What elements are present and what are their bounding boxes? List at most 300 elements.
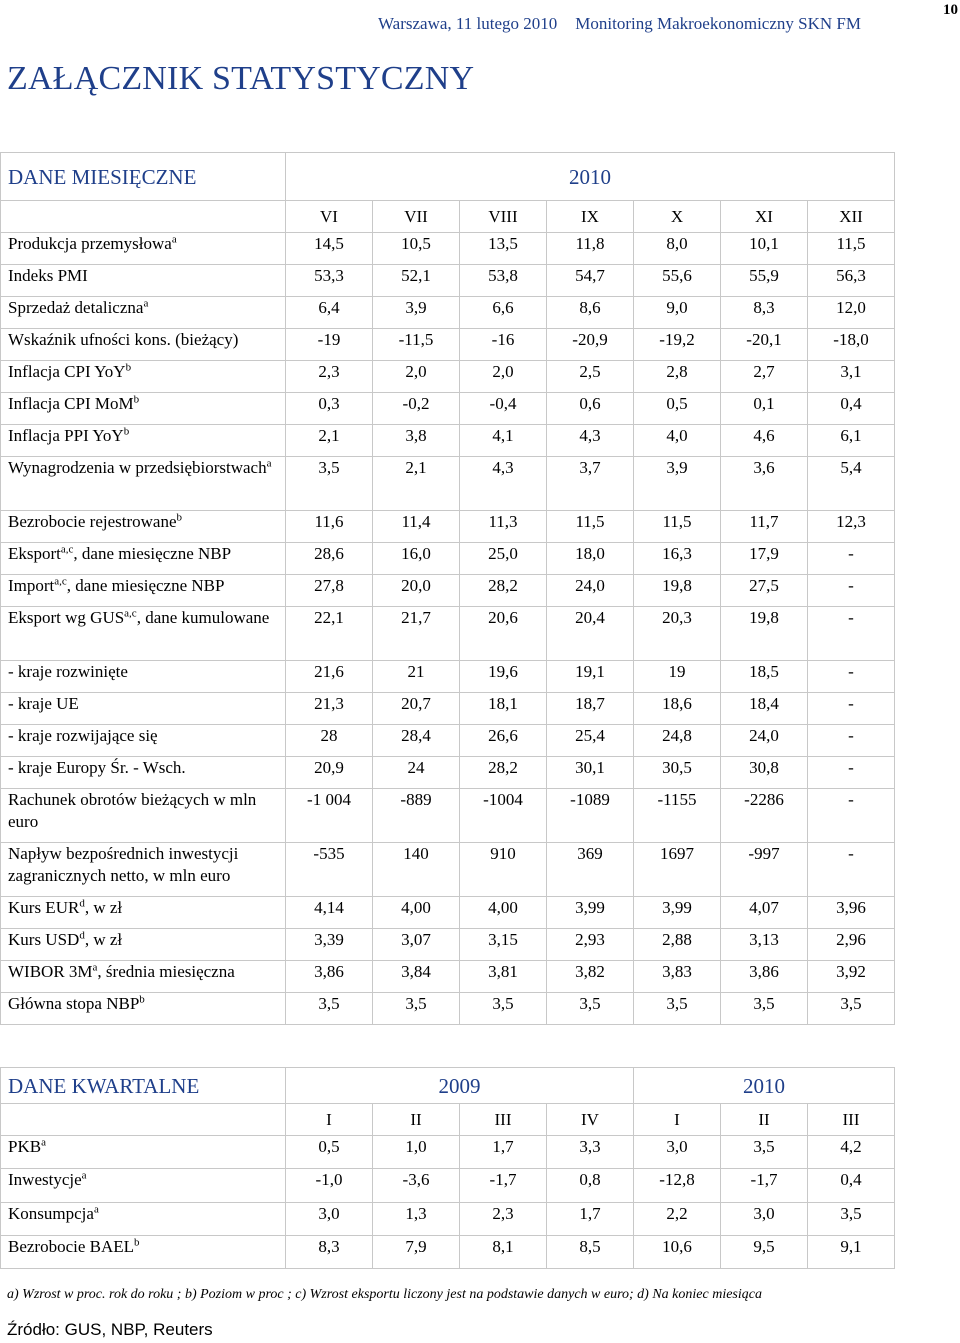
table-cell: 18,5 <box>721 661 808 693</box>
table-cell: 22,1 <box>286 607 373 661</box>
row-label <box>1 233 286 265</box>
table-cell: -1155 <box>634 789 721 843</box>
row-label <box>1 1169 286 1203</box>
table-cell: 3,7 <box>547 457 634 511</box>
table-cell: 4,2 <box>808 1136 895 1169</box>
footnote-marker: d <box>79 897 85 910</box>
month-label: IX <box>547 201 634 233</box>
row-label-text: Inflacja PPI YoY <box>8 426 124 445</box>
table-cell: 3,39 <box>286 929 373 961</box>
table-cell: 4,07 <box>721 897 808 929</box>
row-label-text: Inflacja CPI MoM <box>8 394 134 413</box>
table-cell: 25,0 <box>460 543 547 575</box>
table-cell: 8,5 <box>547 1236 634 1269</box>
row-label <box>1 329 286 361</box>
quarter-label: III <box>460 1104 547 1136</box>
table-row <box>1 661 895 693</box>
month-labels-row <box>1 201 895 233</box>
table-cell: 20,3 <box>634 607 721 661</box>
table-cell: 12,0 <box>808 297 895 329</box>
row-label <box>1 897 286 929</box>
table-row <box>1 457 895 511</box>
table-cell: - <box>808 757 895 789</box>
footnote-marker: d <box>79 929 85 942</box>
table-cell: 21 <box>373 661 460 693</box>
table-cell: 21,7 <box>373 607 460 661</box>
table-cell: 20,6 <box>460 607 547 661</box>
table-cell: 21,6 <box>286 661 373 693</box>
row-label <box>1 1236 286 1269</box>
table-row <box>1 233 895 265</box>
table-cell: 8,0 <box>634 233 721 265</box>
table-cell: -2286 <box>721 789 808 843</box>
table-cell: 20,4 <box>547 607 634 661</box>
table-cell: 28,2 <box>460 575 547 607</box>
footnote-marker: a <box>81 1169 87 1182</box>
table-cell: -0,4 <box>460 393 547 425</box>
page-title: ZAŁĄCZNIK STATYSTYCZNY <box>7 60 475 97</box>
row-label-suffix: , dane kumulowane <box>136 608 270 627</box>
table-cell: - <box>808 789 895 843</box>
table-cell: 3,86 <box>286 961 373 993</box>
table-cell: 10,1 <box>721 233 808 265</box>
footnote-marker: a <box>92 961 98 974</box>
table-row <box>1 393 895 425</box>
table-cell: 26,6 <box>460 725 547 757</box>
table-cell: 28,2 <box>460 757 547 789</box>
row-label-text: Sprzedaż detaliczna <box>8 298 144 317</box>
table-cell: 1,7 <box>460 1136 547 1169</box>
table-cell: -1,7 <box>460 1169 547 1203</box>
table-cell: 3,1 <box>808 361 895 393</box>
table-cell: 2,3 <box>286 361 373 393</box>
table-cell: 11,5 <box>634 511 721 543</box>
table-row <box>1 1203 895 1236</box>
month-labels-blank <box>1 201 286 233</box>
table-cell: 19,1 <box>547 661 634 693</box>
table-cell: 3,6 <box>721 457 808 511</box>
table-cell: 3,0 <box>634 1136 721 1169</box>
table-cell: -11,5 <box>373 329 460 361</box>
quarterly-year-2010: 2010 <box>634 1068 895 1104</box>
table-cell: -535 <box>286 843 373 897</box>
table-cell: 16,0 <box>373 543 460 575</box>
table-cell: 2,3 <box>460 1203 547 1236</box>
table-row <box>1 607 895 661</box>
table-cell: 2,5 <box>547 361 634 393</box>
table-cell: 4,0 <box>634 425 721 457</box>
table-cell: 28 <box>286 725 373 757</box>
table-cell: -1,0 <box>286 1169 373 1203</box>
table-cell: 3,8 <box>373 425 460 457</box>
table-cell: 19,8 <box>634 575 721 607</box>
row-label <box>1 361 286 393</box>
table-cell: 19,8 <box>721 607 808 661</box>
table-cell: 3,0 <box>721 1203 808 1236</box>
table-row <box>1 993 895 1025</box>
footnote-marker: b <box>133 393 140 406</box>
table-cell: 2,93 <box>547 929 634 961</box>
table-cell: 6,6 <box>460 297 547 329</box>
table-cell: 56,3 <box>808 265 895 297</box>
row-label-text: Wynagrodzenia w przedsiębiorstwach <box>8 458 267 477</box>
row-label-text: WIBOR 3M <box>8 962 93 981</box>
table-cell: 3,0 <box>286 1203 373 1236</box>
row-label-text: Eksport <box>8 544 61 563</box>
table-cell: - <box>808 575 895 607</box>
row-label-text: - kraje UE <box>8 694 79 713</box>
row-label-text: Rachunek obrotów bieżących w mln euro <box>8 790 257 831</box>
quarter-label: II <box>373 1104 460 1136</box>
table-cell: - <box>808 693 895 725</box>
table-cell: 8,1 <box>460 1236 547 1269</box>
table-row <box>1 1169 895 1203</box>
row-label <box>1 961 286 993</box>
table-cell: -1004 <box>460 789 547 843</box>
table-cell: 28,4 <box>373 725 460 757</box>
table-cell: 9,5 <box>721 1236 808 1269</box>
table-cell: 54,7 <box>547 265 634 297</box>
table-cell: 27,5 <box>721 575 808 607</box>
page-number: 10 <box>943 2 958 18</box>
table-cell: 28,6 <box>286 543 373 575</box>
row-label-text: - kraje Europy Śr. - Wsch. <box>8 758 186 777</box>
row-label <box>1 575 286 607</box>
table-cell: 6,1 <box>808 425 895 457</box>
table-row <box>1 929 895 961</box>
row-label <box>1 693 286 725</box>
footnote-marker: b <box>176 511 182 524</box>
row-label <box>1 265 286 297</box>
row-label <box>1 993 286 1025</box>
row-label-text: Wskaźnik ufności kons. (bieżący) <box>8 330 239 349</box>
row-label-text: Główna stopa NBP <box>8 994 140 1013</box>
table-cell: 3,96 <box>808 897 895 929</box>
footnote-marker: b <box>134 1236 140 1249</box>
row-label-text: Konsumpcja <box>8 1204 94 1223</box>
table-cell: 1,0 <box>373 1136 460 1169</box>
table-row <box>1 789 895 843</box>
table-row <box>1 543 895 575</box>
table-cell: 0,1 <box>721 393 808 425</box>
row-label-suffix: , średnia miesięczna <box>97 962 235 981</box>
row-label-suffix: , w zł <box>84 898 123 917</box>
table-cell: 52,1 <box>373 265 460 297</box>
table-cell: 18,0 <box>547 543 634 575</box>
row-label <box>1 929 286 961</box>
table-cell: 30,1 <box>547 757 634 789</box>
table-row <box>1 265 895 297</box>
month-label: XI <box>721 201 808 233</box>
row-label-suffix: , dane miesięczne NBP <box>73 544 232 563</box>
table-cell: 12,3 <box>808 511 895 543</box>
table-cell: 8,6 <box>547 297 634 329</box>
table-cell: -0,2 <box>373 393 460 425</box>
table-cell: -889 <box>373 789 460 843</box>
header-publication: Monitoring Makroekonomiczny SKN FM <box>575 14 861 33</box>
table-cell: 2,0 <box>460 361 547 393</box>
row-label <box>1 457 286 511</box>
quarterly-data-table <box>0 1067 895 1269</box>
table-cell: 53,8 <box>460 265 547 297</box>
table-cell: 2,2 <box>634 1203 721 1236</box>
table-cell: 19,6 <box>460 661 547 693</box>
footnote-marker: a,c <box>60 543 74 556</box>
table-cell: 4,1 <box>460 425 547 457</box>
row-label <box>1 393 286 425</box>
table-cell: 24 <box>373 757 460 789</box>
month-label: VII <box>373 201 460 233</box>
table-cell: 19 <box>634 661 721 693</box>
table-cell: 4,00 <box>373 897 460 929</box>
table-cell: -1089 <box>547 789 634 843</box>
table-cell: 369 <box>547 843 634 897</box>
table-cell: -20,1 <box>721 329 808 361</box>
row-label-text: Bezrobocie BAEL <box>8 1237 135 1256</box>
month-label: X <box>634 201 721 233</box>
table-cell: 3,3 <box>547 1136 634 1169</box>
row-label-text: Eksport wg GUS <box>8 608 125 627</box>
table-cell: 16,3 <box>634 543 721 575</box>
table-cell: 0,3 <box>286 393 373 425</box>
quarterly-header-row <box>1 1068 895 1104</box>
table-cell: 24,8 <box>634 725 721 757</box>
table-cell: 0,4 <box>808 393 895 425</box>
table-cell: 3,5 <box>808 1203 895 1236</box>
footnote-marker: a,c <box>54 575 67 588</box>
quarter-label: I <box>634 1104 721 1136</box>
table-row <box>1 1136 895 1169</box>
table-cell: 3,83 <box>634 961 721 993</box>
table-row <box>1 297 895 329</box>
footnote: a) Wzrost w proc. rok do roku ; b) Poziom w proc ; c) Wzrost eksportu liczony jest na podstawie danych w euro; d) Na koniec miesiąca <box>7 1287 762 1302</box>
table-cell: 0,4 <box>808 1169 895 1203</box>
table-cell: 3,84 <box>373 961 460 993</box>
row-label <box>1 789 286 843</box>
table-cell: 3,81 <box>460 961 547 993</box>
table-cell: 1697 <box>634 843 721 897</box>
row-label-text: - kraje rozwinięte <box>8 662 128 681</box>
quarter-labels-blank <box>1 1104 286 1136</box>
footnote-marker: b <box>139 993 145 1006</box>
table-cell: 910 <box>460 843 547 897</box>
quarter-label: IV <box>547 1104 634 1136</box>
running-header <box>378 14 861 34</box>
monthly-year: 2010 <box>286 153 895 201</box>
table-cell: 11,5 <box>547 511 634 543</box>
row-label <box>1 1203 286 1236</box>
table-row <box>1 511 895 543</box>
table-cell: 3,9 <box>634 457 721 511</box>
table-cell: -1,7 <box>721 1169 808 1203</box>
row-label <box>1 725 286 757</box>
table-cell: 2,0 <box>373 361 460 393</box>
table-cell: 11,4 <box>373 511 460 543</box>
table-cell: 3,5 <box>721 1136 808 1169</box>
table-cell: -1 004 <box>286 789 373 843</box>
table-cell: 11,6 <box>286 511 373 543</box>
table-cell: 3,07 <box>373 929 460 961</box>
row-label <box>1 661 286 693</box>
table-cell: 3,5 <box>286 993 373 1025</box>
table-cell: 140 <box>373 843 460 897</box>
table-cell: 30,8 <box>721 757 808 789</box>
footnote-marker: b <box>125 361 132 374</box>
table-cell: 55,6 <box>634 265 721 297</box>
footnote-marker: b <box>123 425 130 438</box>
quarter-label: III <box>808 1104 895 1136</box>
row-label <box>1 1136 286 1169</box>
footnote-marker: a <box>41 1136 46 1149</box>
row-label <box>1 543 286 575</box>
table-cell: 8,3 <box>721 297 808 329</box>
table-cell: 11,5 <box>808 233 895 265</box>
quarterly-heading: DANE KWARTALNE <box>1 1068 286 1104</box>
table-cell: 3,5 <box>373 993 460 1025</box>
table-row <box>1 897 895 929</box>
table-cell: 18,7 <box>547 693 634 725</box>
table-row <box>1 725 895 757</box>
table-cell: 4,3 <box>460 457 547 511</box>
row-label <box>1 757 286 789</box>
table-cell: -12,8 <box>634 1169 721 1203</box>
row-label-text: Kurs USD <box>8 930 80 949</box>
table-cell: 20,9 <box>286 757 373 789</box>
table-cell: - <box>808 607 895 661</box>
table-row <box>1 1236 895 1269</box>
table-cell: 4,3 <box>547 425 634 457</box>
table-cell: 3,92 <box>808 961 895 993</box>
source-note: Źródło: GUS, NBP, Reuters <box>7 1320 213 1339</box>
row-label-text: Bezrobocie rejestrowane <box>8 512 177 531</box>
row-label-text: Indeks PMI <box>8 266 88 285</box>
table-cell: -997 <box>721 843 808 897</box>
row-label <box>1 297 286 329</box>
monthly-header-row <box>1 153 895 201</box>
table-cell: 11,7 <box>721 511 808 543</box>
month-label: VI <box>286 201 373 233</box>
table-cell: 24,0 <box>721 725 808 757</box>
table-cell: 3,5 <box>808 993 895 1025</box>
row-label <box>1 843 286 897</box>
table-cell: 3,13 <box>721 929 808 961</box>
footnote-marker: a <box>266 457 272 470</box>
table-cell: 6,4 <box>286 297 373 329</box>
table-cell: 14,5 <box>286 233 373 265</box>
table-cell: 1,3 <box>373 1203 460 1236</box>
table-row <box>1 693 895 725</box>
table-cell: - <box>808 843 895 897</box>
footnote-marker: a,c <box>124 607 137 620</box>
table-cell: 24,0 <box>547 575 634 607</box>
table-cell: 3,5 <box>286 457 373 511</box>
table-cell: 7,9 <box>373 1236 460 1269</box>
table-cell: 2,7 <box>721 361 808 393</box>
table-cell: 11,8 <box>547 233 634 265</box>
table-cell: 55,9 <box>721 265 808 297</box>
footnote-marker: a <box>143 297 149 310</box>
table-cell: 17,9 <box>721 543 808 575</box>
table-cell: 0,5 <box>286 1136 373 1169</box>
table-cell: 53,3 <box>286 265 373 297</box>
row-label-suffix: , w zł <box>84 930 123 949</box>
table-cell: -16 <box>460 329 547 361</box>
table-cell: 10,6 <box>634 1236 721 1269</box>
table-cell: 11,3 <box>460 511 547 543</box>
row-label-text: Kurs EUR <box>8 898 80 917</box>
table-cell: -18,0 <box>808 329 895 361</box>
table-cell: 4,14 <box>286 897 373 929</box>
row-label <box>1 425 286 457</box>
row-label-text: Napływ bezpośrednich inwestycji zagranicznych netto, w mln euro <box>8 844 239 885</box>
table-cell: 2,1 <box>286 425 373 457</box>
table-cell: - <box>808 543 895 575</box>
month-label: XII <box>808 201 895 233</box>
table-cell: 3,15 <box>460 929 547 961</box>
table-cell: - <box>808 725 895 757</box>
table-cell: 3,9 <box>373 297 460 329</box>
monthly-heading: DANE MIESIĘCZNE <box>1 153 286 201</box>
row-label-suffix: , dane miesięczne NBP <box>66 576 225 595</box>
table-cell: 0,6 <box>547 393 634 425</box>
table-cell: - <box>808 661 895 693</box>
table-cell: 18,1 <box>460 693 547 725</box>
table-row <box>1 425 895 457</box>
table-cell: 2,8 <box>634 361 721 393</box>
table-cell: 4,00 <box>460 897 547 929</box>
table-cell: 0,8 <box>547 1169 634 1203</box>
table-row <box>1 575 895 607</box>
row-label-text: PKB <box>8 1137 42 1156</box>
quarterly-year-2009: 2009 <box>286 1068 634 1104</box>
footnote-marker: a <box>93 1203 99 1216</box>
row-label-text: Inflacja CPI YoY <box>8 362 126 381</box>
table-row <box>1 961 895 993</box>
table-cell: 3,99 <box>634 897 721 929</box>
table-cell: -19 <box>286 329 373 361</box>
table-cell: 3,82 <box>547 961 634 993</box>
table-cell: 27,8 <box>286 575 373 607</box>
row-label-text: Produkcja przemysłowa <box>8 234 172 253</box>
table-cell: 9,0 <box>634 297 721 329</box>
row-label-text: Import <box>8 576 55 595</box>
table-cell: 21,3 <box>286 693 373 725</box>
quarter-label: I <box>286 1104 373 1136</box>
table-row <box>1 329 895 361</box>
table-cell: 3,5 <box>547 993 634 1025</box>
table-cell: 4,6 <box>721 425 808 457</box>
table-cell: 30,5 <box>634 757 721 789</box>
table-cell: 18,6 <box>634 693 721 725</box>
table-cell: 0,5 <box>634 393 721 425</box>
table-row <box>1 361 895 393</box>
table-cell: 9,1 <box>808 1236 895 1269</box>
quarter-labels-row <box>1 1104 895 1136</box>
table-cell: 3,5 <box>460 993 547 1025</box>
table-cell: 5,4 <box>808 457 895 511</box>
table-cell: 3,5 <box>634 993 721 1025</box>
table-cell: 8,3 <box>286 1236 373 1269</box>
row-label-text: Inwestycje <box>8 1170 82 1189</box>
header-date: Warszawa, 11 lutego 2010 <box>378 14 558 33</box>
table-cell: 2,88 <box>634 929 721 961</box>
table-cell: -3,6 <box>373 1169 460 1203</box>
month-label: VIII <box>460 201 547 233</box>
table-cell: -20,9 <box>547 329 634 361</box>
table-cell: 3,86 <box>721 961 808 993</box>
table-cell: 20,7 <box>373 693 460 725</box>
table-row <box>1 757 895 789</box>
